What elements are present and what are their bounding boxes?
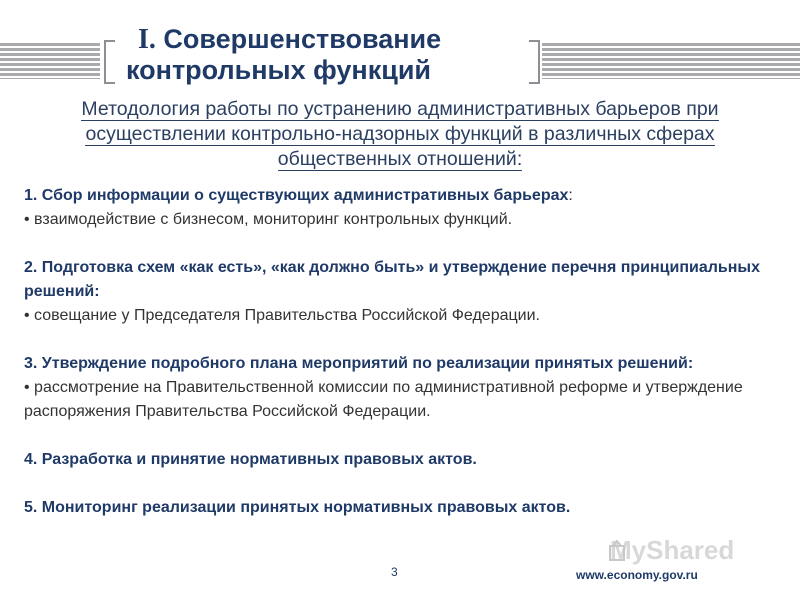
step-item (24, 256, 784, 328)
step-bullet: • совещание у Председателя Правительства Российской Федерации. (24, 307, 540, 324)
footer-url[interactable]: www.economy.gov.ru (576, 568, 698, 582)
step-item (24, 496, 784, 520)
step-heading-text: 1. Сбор информации о существующих административных барьерах (24, 187, 569, 204)
subtitle-line-2: осуществлении контрольно-надзорных функций в различных сферах (85, 123, 715, 145)
steps-list (24, 184, 784, 544)
subtitle-line-1: Методология работы по устранению административных барьеров при (81, 98, 719, 120)
slide-title (118, 24, 518, 86)
subtitle-line-3: общественных отношений: (277, 148, 523, 170)
step-heading: 4. Разработка и принятие нормативных правовых актов. (24, 451, 477, 468)
title-roman-numeral: I. (138, 24, 156, 55)
header-stripes-right (542, 43, 800, 79)
step-bullet: • взаимодействие с бизнесом, мониторинг контрольных функций. (24, 211, 513, 228)
header-stripes-left (0, 43, 100, 79)
step-item (24, 184, 784, 232)
step-heading-colon: : (568, 187, 573, 204)
step-heading: 3. Утверждение подробного плана мероприятий по реализации принятых решений: (24, 355, 694, 372)
step-heading (24, 184, 784, 208)
slide-subtitle (20, 97, 780, 172)
title-line-2: контрольных функций (126, 55, 432, 85)
step-heading: 5. Мониторинг реализации принятых нормативных правовых актов. (24, 499, 571, 516)
title-bracket-left (104, 40, 115, 84)
step-bullet: • рассмотрение на Правительственной комиссии по административной реформе и утверждение распоряжения Правительства Российской Федерации. (24, 379, 743, 420)
title-bracket-right (529, 40, 540, 84)
step-item (24, 352, 784, 424)
title-line-1 (118, 24, 518, 55)
page-number: 3 (391, 565, 398, 579)
step-item (24, 448, 784, 472)
title-line-1-text: Совершенствование (155, 24, 442, 54)
watermark-text: MyShared (610, 535, 735, 565)
step-heading: 2. Подготовка схем «как есть», «как должно быть» и утверждение перечня принципиальных решений: (24, 259, 760, 300)
